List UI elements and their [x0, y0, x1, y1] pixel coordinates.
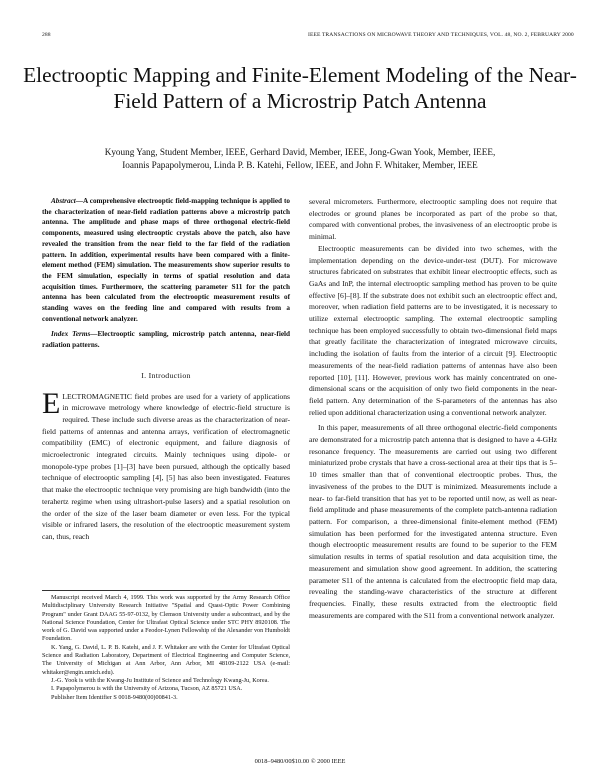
right-column — [309, 196, 557, 621]
author-line-1: Kyoung Yang, Student Member, IEEE, Gerhard David, Member, IEEE, Jong-Gwan Yook, Member, IEEE, — [104, 147, 496, 157]
right-paragraph-1: several micrometers. Furthermore, electrooptic sampling does not require that electrodes or ground planes be incorporated as part of the probe so that, compared with conventional probes, the invasiveness of an electrooptic probe is minimal. — [309, 197, 557, 242]
footnote-rule — [42, 590, 290, 591]
paper-title: Electrooptic Mapping and Finite-Element Modeling of the Near-Field Pattern of a Microstrip Patch Antenna — [23, 63, 577, 113]
index-terms — [42, 329, 290, 350]
running-header: IEEE TRANSACTIONS ON MICROWAVE THEORY AND TECHNIQUES, VOL. 48, NO. 2, FEBRUARY 2000 — [308, 32, 574, 38]
author-line-2: Ioannis Papapolymerou, Linda P. B. Katehi, Fellow, IEEE, and John F. Whitaker, Member, IEEE — [122, 159, 478, 170]
section-heading: I. Introduction — [141, 370, 191, 380]
right-paragraph-3: In this paper, measurements of all three orthogonal electric-field components are demonstrated for a microstrip patch antenna that is designed to have a 4-GHz resonance frequency. The measurements are carried out using two different miniaturized probe crystals that have a cross-sectional area at their tips that is 5–10 times smaller than that of conventional electrooptic probes. Thus, the invasiveness of the probes to the DUT is minimized. Measurements include a near- to far-field transition that has yet to be reported until now, as well as near-field amplitude and phase measurements of the complete patch-antenna radiation pattern. For comparison, a three-dimensional finite-element method (FEM) simulation has been performed for the investigated antenna structure. Even though electrooptic measurement results are found to be superior to the FEM simulation results in terms of spatial resolution and data acquisition time, the measurement and simulation show good agreement. In addition, the scattering parameter S11 of the antenna is calculated from the electrooptic field map data, revealing the standing-wave characteristics of the structure at different frequencies. Finally, these results extracted from the electrooptic field measurements are compared with the S11 from a conventional network analyzer. — [309, 423, 557, 620]
footnote: Publisher Item Identifier S 0018-9480(00)00841-3. — [51, 693, 178, 701]
index-terms-label: Index Terms— — [51, 330, 98, 339]
index-terms-text: Electrooptic sampling, microstrip patch antenna, near-field radiation patterns. — [42, 330, 290, 350]
intro-text: LECTROMAGNETIC field probes are used for a variety of applications in microwave metrology where knowledge of electric-field structure is required. These include such diverse areas as the characterization of near-field patterns of antennas and antenna arrays, verification of electromagnetic compatibility (EMC) of electronic equipment, and failure diagnosis of microelectronic integrated circuits. Mainly techniques using dipole- or monopole-type probes [1]–[3] have been pursued, although the optically based technique of electrooptic sampling [4], [5] has also been investigated. Features that make the electrooptic technique very promising are high bandwidth (into the terahertz regime when using ultrashort-pulse lasers) and a spatial resolution on the order of the size of the laser beam diameter or even less. For the typical visible or infrared lasers, the resolution of the electrooptic measurement system can, thus, reach — [42, 391, 290, 541]
right-paragraph-2: Electrooptic measurements can be divided into two schemes, with the implementation depending on the device-under-test (DUT). For microwave structures fabricated on substrates that exhibit linear electrooptic effects, such as GaAs and InP, the internal electrooptic sampling method has proven to be quite effective [6]–[8]. If the substrate does not exhibit such an electrooptic effect and, moreover, when radiation field patterns are to be investigated, it is necessary to utilize external electrooptic sampling. The external electrooptic sampling technique has been employed successfully to obtain two-dimensional field maps that greatly facilitate the characterization of integrated microwave circuits, including the isolation of faults from the interior of a circuit [9]. Electrooptic measurements of the near-field radiation patterns of antennas have also been reported [10], [11]. However, previous work has mainly concentrated on one-dimensional scans or the acquisition of only two field components in the near-field pattern. Any determination of the S-parameters of the antennas has also relied upon additional characterization using a conventional network analyzer. — [309, 243, 557, 417]
copyright-line: 0018–9480/00$10.00 © 2000 IEEE — [254, 758, 346, 765]
footnotes — [42, 594, 290, 702]
footnote: Manuscript received March 4, 1999. This work was supported by the Army Research Office Multidisciplinary University Research Initiative "Spatial and Quasi-Optic Power Combining Program" under Grant DAAG 55-97-0132, by Clemson University under a subcontract, and by the National Science Foundation, Center for Ultrafast Optical Science under STC PHY 8920108. The work of G. David was supported under a Feodor-Lynen Fellowship of the Alexander von Humboldt Foundation. — [42, 594, 290, 643]
footnote: K. Yang, G. David, L. P. B. Katehi, and J. F. Whitaker are with the Center for Ultrafast Optical Science and Radiation Laboratory, Department of Electrical Engineering and Computer Science, The University of Michigan at Ann Arbor, Ann Arbor, MI 48109-2122 USA (e-mail: whitaker@engin.umich.edu). — [42, 643, 290, 676]
intro-paragraph — [42, 386, 290, 543]
drop-cap: E — [42, 386, 61, 420]
abstract — [42, 196, 290, 324]
left-column — [42, 196, 290, 543]
abstract-text: A comprehensive electrooptic field-mapping technique is applied to the characterization of near-field radiation patterns above a microstrip patch antenna. The amplitude and phase maps of three orthogonal electric-field components, measured using electrooptic crystals above the patch, also have revealed the transition from the near field to the far field of the radiation pattern. In addition, experimental results have been compared with a finite-element method (FEM) simulation. The measurements show superior results to the FEM simulation, especially in terms of spatial resolution and data acquisition times. Furthermore, the scattering parameter S11 for the patch antenna has been calculated from the electrooptic measurement results of standing waves on the feeding line and compared with results from a conventional network analyzer. — [42, 197, 290, 323]
footnote: J.-G. Yook is with the Kwang-Ju Institute of Science and Technology Kwang-Ju, Korea. — [51, 676, 269, 684]
page-number: 288 — [42, 32, 51, 38]
abstract-label: Abstract— — [51, 197, 83, 205]
author-list — [40, 146, 560, 171]
footnote: I. Papapolymerou is with the University of Arizona, Tucson, AZ 85721 USA. — [51, 685, 243, 693]
